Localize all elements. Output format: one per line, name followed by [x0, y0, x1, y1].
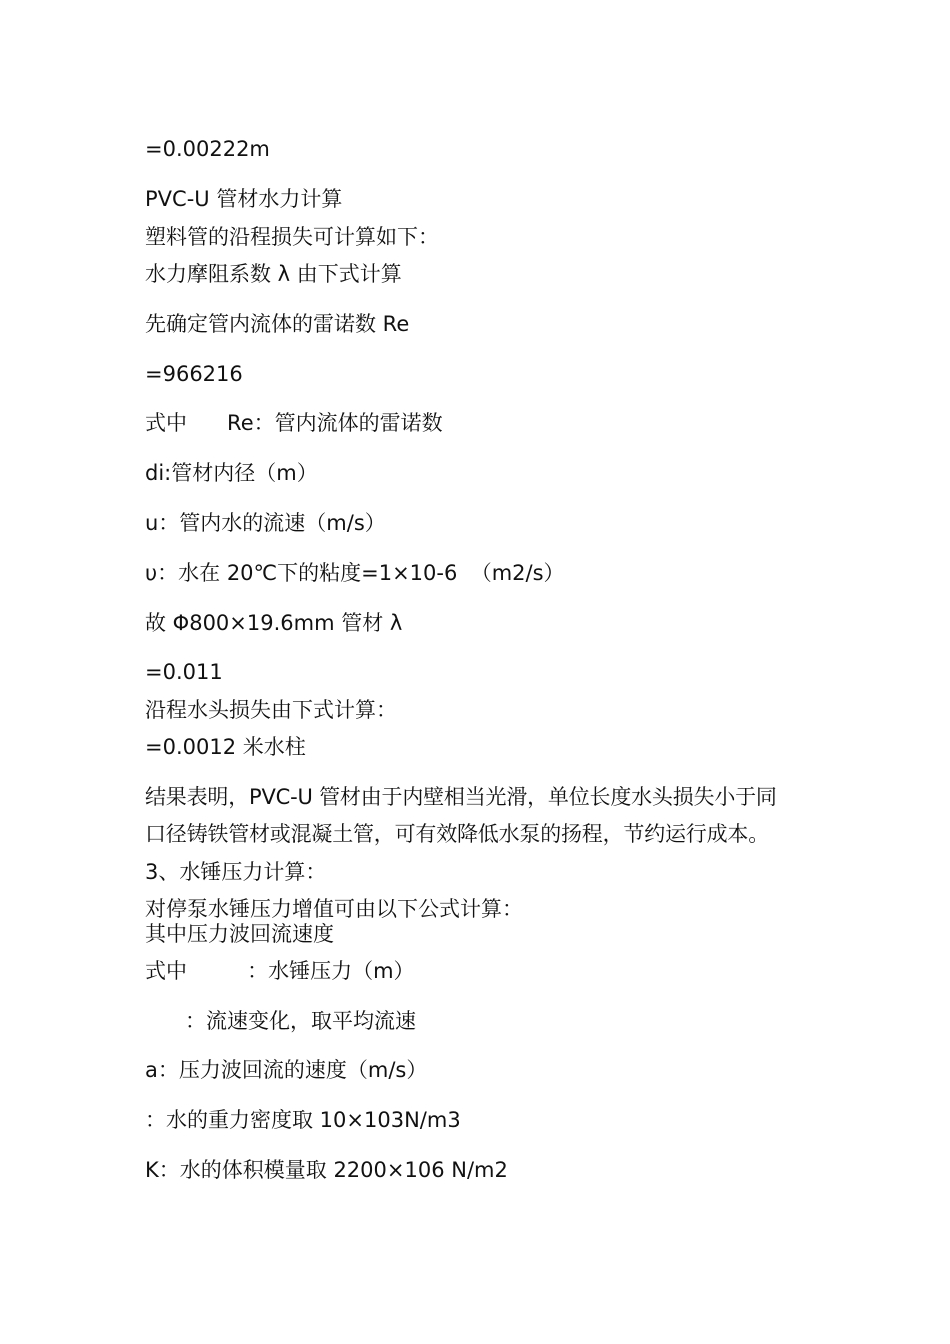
text-line: 水力摩阻系数 λ 由下式计算	[145, 262, 402, 286]
definition-line: 式中 ：水锤压力（m）	[145, 959, 415, 983]
definition-line: u：管内水的流速（m/s）	[145, 511, 386, 535]
definition-line: 式中 Re：管内流体的雷诺数	[145, 411, 443, 435]
text-line: 故 Φ800×19.6mm 管材 λ	[145, 611, 403, 635]
result-line-head-loss: =0.00222m	[145, 137, 270, 161]
definition-line: K：水的体积模量取 2200×106 N/m2	[145, 1158, 508, 1182]
paragraph-line: 口径铸铁管材或混凝土管，可有效降低水泵的扬程，节约运行成本。	[145, 822, 769, 846]
definition-line: di:管材内径（m）	[145, 461, 318, 485]
definition-line: ：水的重力密度取 10×103N/m3	[145, 1108, 461, 1132]
result-line-reynolds: =966216	[145, 362, 243, 386]
text-line: 塑料管的沿程损失可计算如下：	[145, 225, 439, 249]
result-line-water-column: =0.0012 米水柱	[145, 735, 306, 759]
text-line: 对停泵水锤压力增值可由以下公式计算：	[145, 897, 523, 921]
section-heading-pvc-hydraulics: PVC-U 管材水力计算	[145, 187, 343, 211]
text-line: 其中压力波回流速度	[145, 922, 334, 946]
definition-line: υ：水在 20℃下的粘度=1×10-6 （m2/s）	[145, 561, 565, 585]
result-line-lambda: =0.011	[145, 660, 223, 684]
section-heading-water-hammer: 3、水锤压力计算：	[145, 860, 327, 884]
text-line: 沿程水头损失由下式计算：	[145, 698, 397, 722]
definition-line: a：压力波回流的速度（m/s）	[145, 1058, 428, 1082]
definition-line: ：流速变化，取平均流速	[145, 1009, 417, 1033]
paragraph-line: 结果表明，PVC-U 管材由于内壁相当光滑，单位长度水头损失小于同	[145, 785, 777, 809]
text-line: 先确定管内流体的雷诺数 Re	[145, 312, 410, 336]
